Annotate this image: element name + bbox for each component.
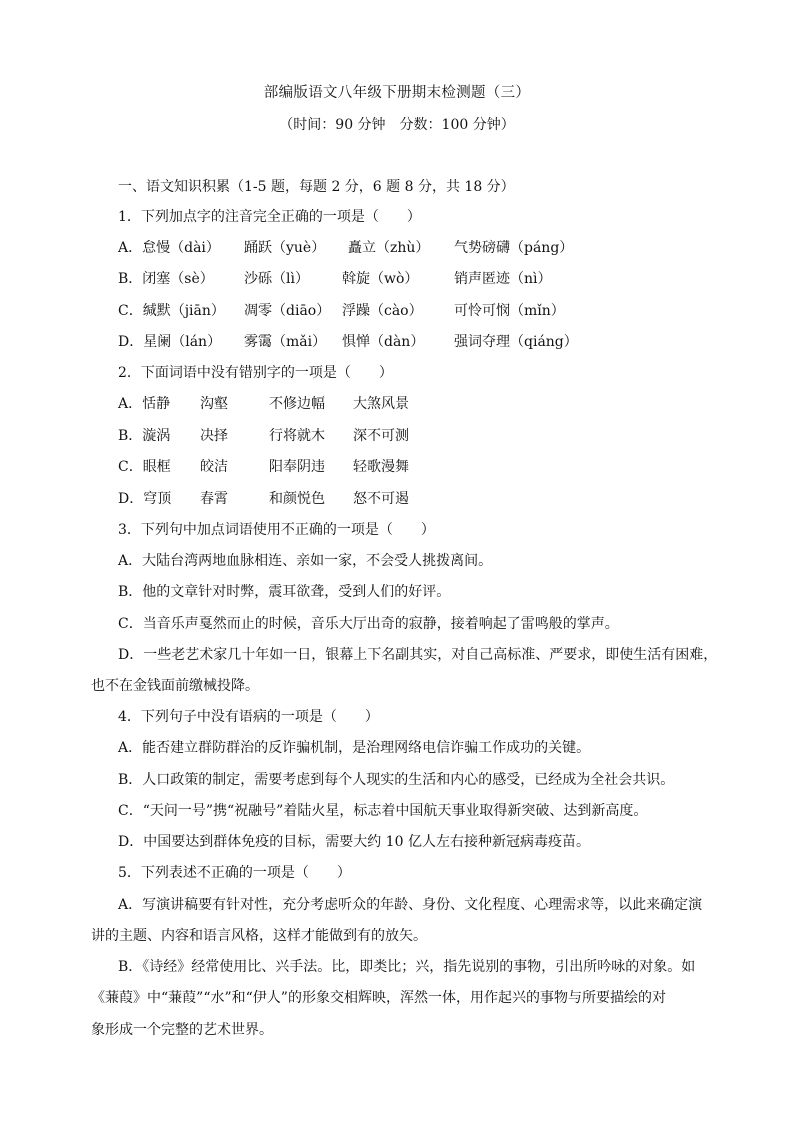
q5-option-b-line1: B．《诗经》经常使用比、兴手法。比，即类比；兴，指先说别的事物，引出所吟咏的对象。如 bbox=[118, 959, 696, 975]
q5-option-a-line1: A．写演讲稿要有针对性，充分考虑听众的年龄、身份、文化程度、心理需求等，以此来确定演 bbox=[118, 897, 703, 913]
q2-option-c-word3: 阳奉阴违 bbox=[269, 459, 325, 475]
q2-option-b-word2: 决择 bbox=[200, 428, 228, 444]
q2-option-d-word1: D．穹顶 bbox=[118, 491, 172, 507]
q1-option-c-word1: C．缄默（jiān） bbox=[118, 303, 225, 319]
q2-option-a-word1: A．恬静 bbox=[118, 396, 171, 412]
q1-option-d-word2: 雾霭（mǎi） bbox=[244, 334, 327, 350]
q3-option-d-line2: 也不在金钱面前缴械投降。 bbox=[91, 678, 259, 694]
q3-option-d-line1: D．一些老艺术家几十年如一日，银幕上下名副其实，对自己高标准、严要求，即使生活有困难， bbox=[118, 647, 718, 663]
q1-option-b-word3: 斡旋（wò） bbox=[342, 271, 419, 287]
q2-option-b-word1: B．漩涡 bbox=[118, 428, 171, 444]
q2-option-c-word2: 皎洁 bbox=[200, 459, 228, 475]
q2-option-b-word4: 深不可测 bbox=[353, 428, 409, 444]
q2-option-a-word2: 沟壑 bbox=[200, 396, 228, 412]
q1-option-d-word4: 强词夺理（qiáng） bbox=[454, 334, 578, 350]
q5-option-b-line2: 《蒹葭》中“蒹葭”“水”和“伊人”的形象交相辉映，浑然一体，用作起兴的事物与所要描绘的对 bbox=[91, 990, 666, 1006]
q3-option-b: B．他的文章针对时弊，震耳欲聋，受到人们的好评。 bbox=[118, 584, 451, 600]
question-1-stem: 1．下列加点字的注音完全正确的一项是（ ） bbox=[118, 209, 421, 225]
section-heading: 一、语文知识积累（1-5 题，每题 2 分，6 题 8 分，共 18 分） bbox=[118, 179, 515, 195]
q1-option-d-word3: 惧惮（dàn） bbox=[342, 334, 425, 350]
q5-option-b-line3: 象形成一个完整的艺术世界。 bbox=[91, 1022, 273, 1038]
page-title: 部编版语文八年级下册期末检测题（三） bbox=[263, 85, 531, 101]
q4-option-c: C．“天问一号”携“祝融号”着陆火星，标志着中国航天事业取得新突破、达到新高度。 bbox=[118, 803, 648, 819]
question-4-stem: 4．下列句子中没有语病的一项是（ ） bbox=[118, 709, 379, 725]
q1-option-c-word2: 凋零（diāo） bbox=[244, 303, 331, 319]
q1-option-b-word1: B．闭塞（sè） bbox=[118, 271, 214, 287]
q2-option-c-word1: C．眼框 bbox=[118, 459, 171, 475]
q1-option-c-word4: 可怜可悯（mǐn） bbox=[454, 303, 565, 319]
q1-option-a-word3: 矗立（zhù） bbox=[348, 240, 430, 256]
q1-option-d-word1: D．星阑（lán） bbox=[118, 334, 222, 350]
q3-option-c: C．当音乐声戛然而止的时候，音乐大厅出奇的寂静，接着响起了雷鸣般的掌声。 bbox=[118, 616, 619, 632]
q1-option-a-word4: 气势磅礴（páng） bbox=[454, 240, 574, 256]
q4-option-a: A．能否建立群防群治的反诈骗机制，是治理网络电信诈骗工作成功的关键。 bbox=[118, 740, 591, 756]
q1-option-a-word2: 踊跃（yuè） bbox=[244, 240, 326, 256]
q3-option-a: A．大陆台湾两地血脉相连、亲如一家，不会受人挑拨离间。 bbox=[118, 553, 493, 569]
q4-option-b: B．人口政策的制定，需要考虑到每个人现实的生活和内心的感受，已经成为全社会共识。 bbox=[118, 772, 675, 788]
q1-option-c-word3: 浮躁（cào） bbox=[342, 303, 423, 319]
q2-option-d-word2: 春霄 bbox=[200, 491, 228, 507]
q1-option-b-word4: 销声匿迹（nì） bbox=[454, 271, 552, 287]
q2-option-c-word4: 轻歌漫舞 bbox=[353, 459, 409, 475]
q1-option-a-word1: A．怠慢（dài） bbox=[118, 240, 220, 256]
page-subtitle: （时间：90 分钟 分数：100 分钟） bbox=[279, 117, 515, 133]
q2-option-b-word3: 行将就木 bbox=[269, 428, 325, 444]
question-5-stem: 5．下列表述不正确的一项是（ ） bbox=[118, 865, 351, 881]
q2-option-d-word3: 和颜悦色 bbox=[269, 491, 325, 507]
question-3-stem: 3．下列句中加点词语使用不正确的一项是（ ） bbox=[118, 522, 435, 538]
q5-option-a-line2: 讲的主题、内容和语言风格，这样才能做到有的放矢。 bbox=[91, 928, 427, 944]
q1-option-b-word2: 沙砾（lì） bbox=[244, 271, 309, 287]
q4-option-d: D．中国要达到群体免疫的目标，需要大约 10 亿人左右接种新冠病毒疫苗。 bbox=[118, 834, 590, 850]
q2-option-a-word3: 不修边幅 bbox=[269, 396, 325, 412]
q2-option-d-word4: 怒不可遏 bbox=[353, 491, 409, 507]
q2-option-a-word4: 大煞风景 bbox=[353, 396, 409, 412]
question-2-stem: 2．下面词语中没有错别字的一项是（ ） bbox=[118, 365, 393, 381]
